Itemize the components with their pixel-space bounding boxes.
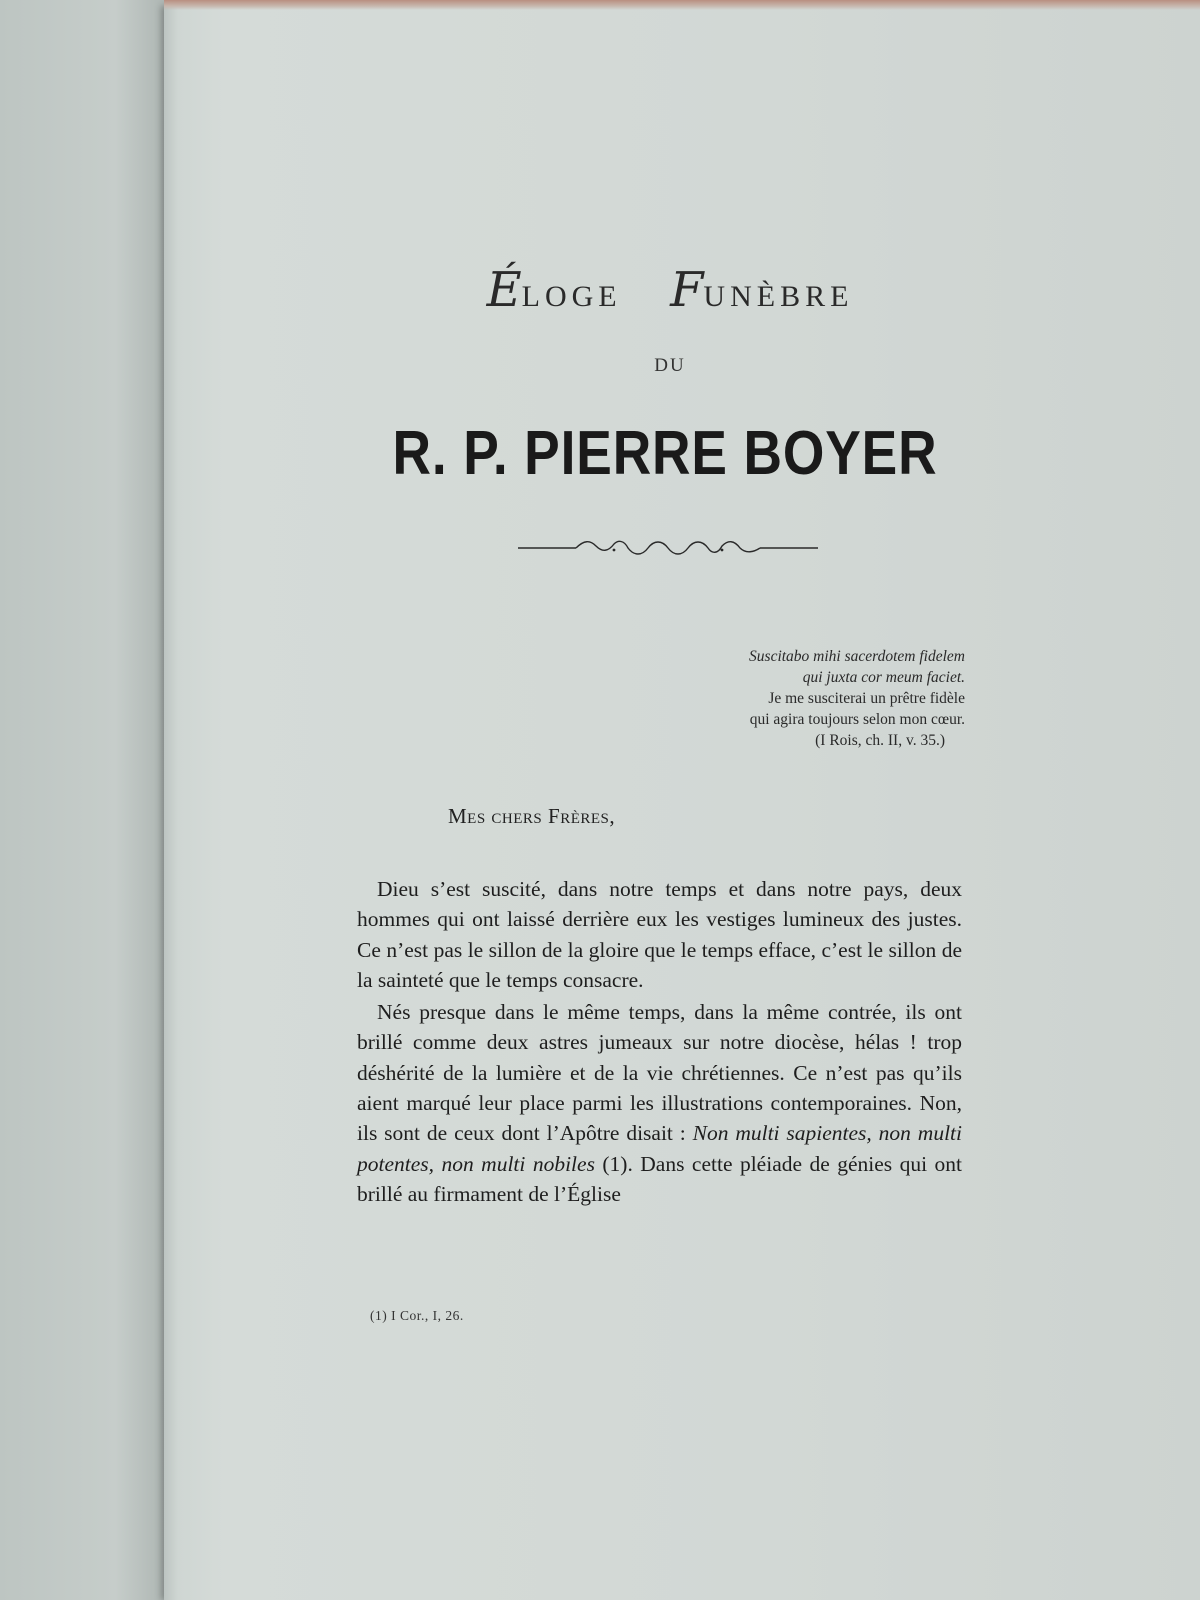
facing-page [0,0,165,1600]
footnote: (1) I Cor., I, 26. [370,1308,464,1323]
epigraph-latin-line-2: qui juxta cor meum faciet. [802,669,965,686]
book-page [164,6,1200,1600]
body-text [357,874,962,1209]
page-top-edge [164,0,1200,10]
epigraph-latin-line-1: Suscitabo mihi sacerdotem fidelem [749,648,965,665]
salutation: Mes chers Frères, [448,804,616,828]
funebre-rest: UNÈBRE [703,280,854,313]
title-name: R. P. PIERRE BOYER [392,419,938,488]
epigraph-french-line-2: qui agira toujours selon mon cœur. [749,711,965,728]
paragraph-2-latin-quote: Non multi sapientes, non multi potentes, non multi nobiles [357,1121,962,1176]
title-word-funebre [670,262,854,318]
epigraph-french-line-1: Je me susciterai un prêtre fidèle [768,690,965,707]
eloge-rest: LOGE [521,280,622,313]
title-du: DU [654,355,686,376]
title-eloge-funebre [390,262,950,318]
paragraph-2-start: Nés presque dans le même temps, dans la même contrée, ils ont brillé comme deux astres jumeaux sur notre diocèse, hélas ! trop déshérité de la lumière et de la vie chrétiennes. Ce n’est pas qu’ils aient marqué leur place parmi les illustrations contemporaines. Non, ils sont de ceux dont l’Apôtre disait : [357,1000,962,1146]
paragraph-2 [357,997,962,1209]
funebre-initial: F [670,262,704,318]
paragraph-2-end: (1). Dans cette pléiade de génies qui ont brillé au firmament de l’Église [357,1151,962,1206]
ornament-divider-icon [518,536,818,560]
paragraph-1: Dieu s’est suscité, dans notre temps et dans notre pays, deux hommes qui ont laissé derrière eux les vestiges lumineux des justes. Ce n’est pas le sillon de la gloire que le temps efface, c’est le sillon de la sainteté que le temps consacre. [357,877,962,992]
epigraph [620,646,965,751]
title-word-eloge [486,262,622,318]
epigraph-reference: (I Rois, ch. II, v. 35.) [815,732,945,749]
eloge-initial: É [486,262,522,318]
